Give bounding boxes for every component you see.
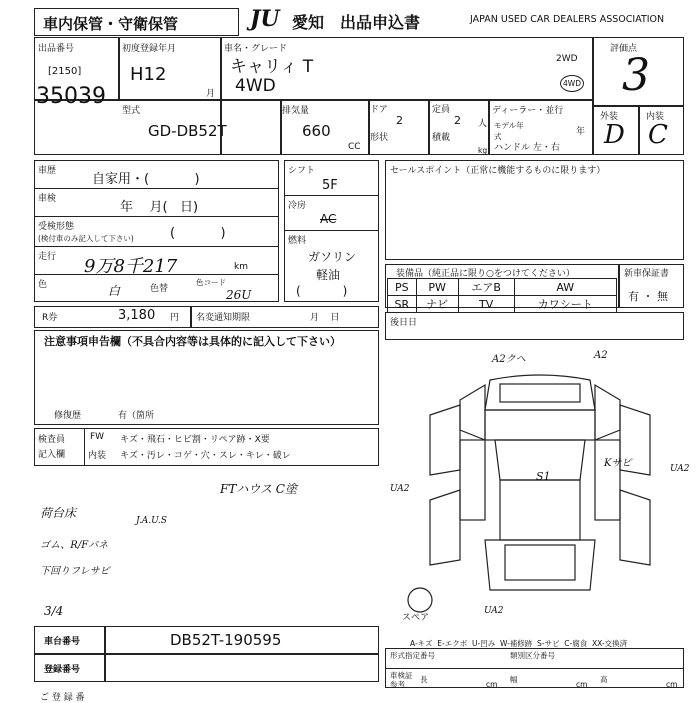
listing-bracket: [2150] bbox=[48, 66, 82, 77]
diagram-center: S1 bbox=[536, 470, 551, 483]
inspection-value: 年 月( 日) bbox=[120, 200, 199, 215]
equip-ps: PS bbox=[388, 279, 417, 296]
year-unit: 年 bbox=[576, 127, 586, 137]
car-grade: 4WD bbox=[235, 76, 276, 96]
recycle-value: ( ) bbox=[170, 226, 226, 241]
equip-sr: SR bbox=[388, 296, 417, 313]
equipment-label: 装備品（純正品に限り○をつけてください） bbox=[396, 269, 575, 279]
equipment-table bbox=[387, 278, 617, 313]
repair-label: 修復歴 bbox=[54, 411, 82, 421]
person-unit: 人 bbox=[478, 119, 488, 129]
listing-no-label: 出品番号 bbox=[38, 44, 75, 54]
plate-row bbox=[34, 654, 379, 682]
hand-note-6: 3/4 bbox=[44, 604, 64, 618]
equip-pw: PW bbox=[416, 279, 458, 296]
warranty-options: 有 ・ 無 bbox=[628, 290, 668, 303]
recycle-sub: (検付車のみ記入して下さい) bbox=[38, 234, 134, 243]
month-unit: 月 bbox=[206, 89, 216, 99]
diagram-left-side: UA2 bbox=[390, 484, 410, 494]
notes-label: 注意事項申告欄（不具合内容等は具体的に記入して下さい） bbox=[44, 335, 341, 348]
fuel-gas: ガソリン bbox=[308, 250, 357, 264]
length-sub: 参考 bbox=[390, 680, 405, 689]
org-name: 愛知 bbox=[292, 13, 325, 32]
int-label: 内装 bbox=[646, 112, 665, 122]
equip-tv: TV bbox=[458, 296, 514, 313]
cm-2: cm bbox=[576, 680, 588, 689]
color-code: 26U bbox=[226, 288, 252, 302]
hand-note-2: 荷台床 bbox=[40, 506, 77, 520]
ac-label: 冷房 bbox=[288, 201, 307, 211]
diagram-bottom: UA2 bbox=[484, 606, 504, 616]
yen-unit: 円 bbox=[170, 313, 180, 323]
chassis-label: 車台番号 bbox=[44, 637, 81, 647]
rcert: 3,180 bbox=[118, 308, 156, 323]
capacity-label: 定員 bbox=[432, 105, 451, 115]
mileage: 9万8千217 bbox=[84, 256, 178, 277]
model-year-label: モデル年式 bbox=[494, 121, 524, 141]
cm-3: cm bbox=[666, 680, 678, 689]
color-change-label: 色替 bbox=[150, 284, 169, 294]
fuel-blank: ( ) bbox=[296, 284, 348, 298]
fuel-label: 燃料 bbox=[288, 236, 307, 246]
len-label: 長 bbox=[420, 675, 428, 684]
car-name: キャリィ T bbox=[230, 57, 314, 77]
ju-logo: JU bbox=[250, 6, 280, 32]
km-unit: km bbox=[234, 262, 248, 272]
doors: 2 bbox=[396, 114, 403, 127]
footer-label: ご 登 録 番 bbox=[40, 693, 85, 703]
type-cert-label: 形式指定番号 bbox=[390, 651, 435, 660]
equip-airbag: エアB bbox=[458, 279, 514, 296]
score-label: 評価点 bbox=[610, 44, 638, 54]
fw-label: FW bbox=[90, 432, 105, 442]
listing-no: 35039 bbox=[36, 84, 106, 109]
storage-label-box bbox=[34, 8, 239, 36]
after-label: 後日日 bbox=[390, 318, 418, 328]
name-label: 車名・グレード bbox=[224, 44, 288, 54]
displacement: 660 bbox=[302, 122, 331, 140]
sales-point-label: セールスポイント（正常に機能するものに限ります） bbox=[390, 166, 606, 176]
displacement-label: 排気量 bbox=[282, 106, 310, 116]
int-items: キズ・汚レ・コゲ・穴・スレ・キレ・破レ bbox=[120, 451, 291, 461]
length-label: 車検証 bbox=[390, 671, 413, 680]
load-label: 積載 bbox=[432, 133, 451, 143]
hand-note-3: J.A.U.S bbox=[136, 516, 167, 526]
drive-4wd: 4WD bbox=[560, 75, 584, 92]
history-value: 自家用・( ) bbox=[92, 172, 200, 187]
hand-note-5: 下回りフレサビ bbox=[40, 566, 110, 577]
recycle-label: 受検形態 bbox=[38, 222, 75, 232]
warranty-label: 新車保証書 bbox=[624, 269, 670, 279]
model-label: 型式 bbox=[122, 106, 141, 116]
int-score: C bbox=[648, 120, 668, 150]
diagram-top-right: A2 bbox=[594, 350, 608, 361]
cm-1: cm bbox=[486, 680, 498, 689]
score: 3 bbox=[622, 50, 650, 101]
association-name: JAPAN USED CAR DEALERS ASSOCIATION bbox=[470, 14, 665, 25]
hand-note-4: ゴム、R/Fパネ bbox=[40, 540, 109, 551]
storage-label: 車内保管・守衛保管 bbox=[43, 15, 179, 33]
chassis: DB52T-190595 bbox=[170, 631, 282, 649]
plate-label: 登録番号 bbox=[44, 665, 81, 675]
handle-label: ハンドル 左・右 bbox=[494, 143, 560, 153]
shift-label: シフト bbox=[288, 166, 316, 176]
cc-unit: CC bbox=[348, 142, 361, 152]
capacity: 2 bbox=[454, 114, 461, 127]
form-title: 出品申込書 bbox=[340, 13, 421, 32]
notice-day: 月 日 bbox=[310, 313, 340, 323]
diagram-spare: スペア bbox=[402, 613, 430, 623]
wid-label: 幅 bbox=[510, 675, 518, 684]
rcert-label: R券 bbox=[42, 313, 58, 323]
color-code-label: 色コード bbox=[196, 278, 226, 287]
hei-label: 高 bbox=[600, 675, 608, 684]
after-box bbox=[385, 312, 684, 340]
ext-score: D bbox=[604, 120, 625, 150]
diagram-legend: A-キズ E-エクボ U-凹み W-補修跡 S-サビ C-腐食 XX-交換済 bbox=[410, 639, 628, 648]
class-label: 類別区分番号 bbox=[510, 651, 555, 660]
top-section bbox=[34, 37, 684, 155]
diagram-right-top: Kサビ bbox=[604, 458, 632, 469]
reg-year: H12 bbox=[130, 64, 167, 85]
fuel-diesel: 軽油 bbox=[316, 268, 341, 282]
car-diagram bbox=[400, 360, 680, 620]
door-label: ドア bbox=[370, 105, 388, 115]
sales-point-box bbox=[385, 160, 684, 260]
model: GD-DB52T bbox=[148, 122, 227, 140]
shape-label: 形状 bbox=[370, 133, 389, 143]
dealer-label: ディーラー・並行 bbox=[492, 106, 564, 116]
diagram-right-side: UA2 bbox=[670, 464, 690, 474]
int-label-insp: 内装 bbox=[88, 451, 107, 461]
diagram-top-label: A2クヘ bbox=[492, 354, 526, 365]
kg-unit: kg bbox=[478, 146, 488, 155]
shift: 5F bbox=[322, 178, 338, 193]
equip-navi: ナビ bbox=[416, 296, 458, 313]
inspector-label2: 記入欄 bbox=[38, 450, 66, 460]
fw-items: キズ・飛石・ヒビ割・リペア跡・X要 bbox=[120, 435, 270, 445]
color-label: 色 bbox=[38, 280, 48, 290]
inspection-label: 車検 bbox=[38, 194, 57, 204]
color: 白 bbox=[108, 284, 121, 298]
hand-note-1: FTハウス C塗 bbox=[220, 482, 297, 496]
history-label: 車歴 bbox=[38, 166, 57, 176]
mileage-label: 走行 bbox=[38, 252, 57, 262]
ext-label: 外装 bbox=[600, 112, 619, 122]
inspector-label1: 検査員 bbox=[38, 435, 66, 445]
reg-year-label: 初度登録年月 bbox=[122, 44, 177, 54]
drive-2wd: 2WD bbox=[556, 54, 578, 64]
equip-leather: カワシート bbox=[514, 296, 616, 313]
equip-aw: AW bbox=[514, 279, 616, 296]
repair-value: 有（箇所 bbox=[118, 411, 155, 421]
notice-label: 名変通知期限 bbox=[196, 313, 251, 323]
ac: AC bbox=[320, 212, 337, 226]
